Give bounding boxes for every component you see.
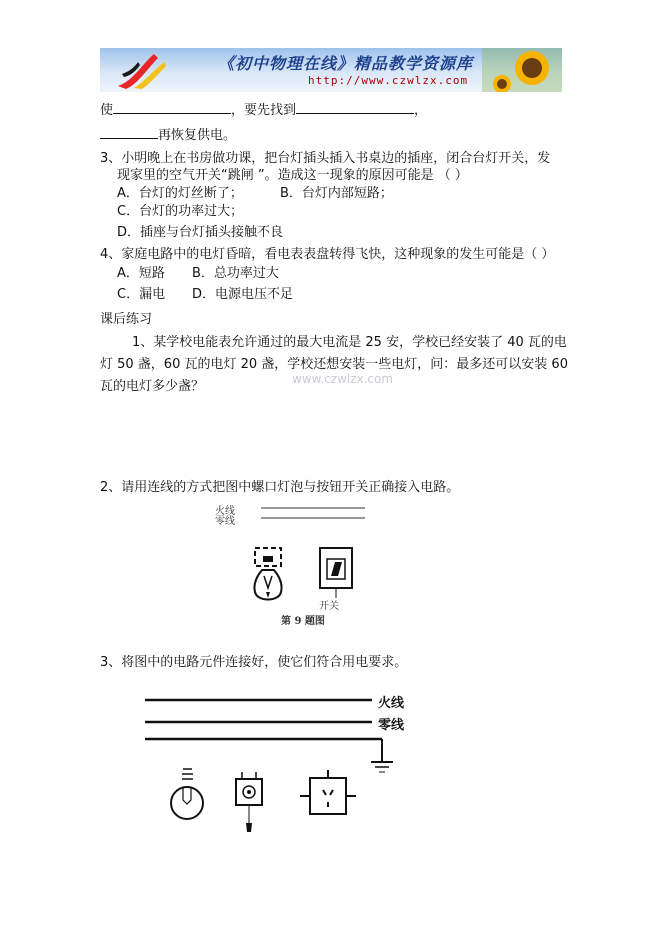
intro-text-d: 再恢复供电。	[158, 128, 237, 143]
site-logo-icon	[114, 52, 184, 90]
ex2-switch-label: 开关	[319, 601, 339, 612]
q3-stem-2: 现家里的空气开关“跳闸 ”。造成这一现象的原因可能是 （ ）	[117, 168, 468, 183]
intro-line-1	[100, 99, 427, 118]
ex2-fire-label: 火线	[215, 506, 235, 517]
intro-text-c: ，	[414, 103, 428, 118]
answer-blank-2[interactable]	[296, 101, 414, 114]
watermark: www.czwlzx.com	[292, 372, 394, 386]
q3-option-a: A．台灯的灯丝断了；	[117, 186, 243, 201]
section-title: 课后练习	[100, 312, 153, 327]
sunflower-icon	[482, 48, 562, 92]
ex2-figure-drawing	[231, 504, 371, 624]
q3-option-d: D．插座与台灯插头接触不良	[117, 225, 284, 240]
q3-option-b: B．台灯内部短路；	[280, 186, 393, 201]
answer-blank-1[interactable]	[113, 101, 231, 114]
ex2-caption: 第 9 题图	[281, 616, 325, 627]
ex1-line-3: 瓦的电灯多少盏？	[100, 379, 205, 394]
q4-option-d: D．电源电压不足	[192, 287, 294, 302]
q4-option-c: C．漏电	[117, 287, 166, 302]
ex3-figure	[140, 690, 410, 840]
q4-stem: 4、家庭电路中的电灯昏暗，看电表表盘转得飞快，这种现象的发生可能是（ ）	[100, 247, 555, 262]
ex1-line-1: 1、某学校电能表允许通过的最大电流是 25 安，学校已经安装了 40 瓦的电	[132, 335, 567, 350]
header-banner	[100, 48, 562, 92]
ex2-zero-label: 零线	[215, 516, 235, 527]
q3-stem-1: 3、小明晚上在书房做功课，把台灯插头插入书桌边的插座，闭合台灯开关，发	[100, 151, 551, 166]
q3-option-c: C．台灯的功率过大；	[117, 204, 244, 219]
ex2-figure	[215, 504, 371, 627]
answer-blank-3[interactable]	[100, 126, 158, 139]
ex3-zero-label: 零线	[378, 718, 405, 733]
ex3-stem: 3、将图中的电路元件连接好，使它们符合用电要求。	[100, 655, 408, 670]
banner-url[interactable]: http://www.czwlzx.com	[308, 74, 469, 87]
banner-title: 《初中物理在线》精品教学资源库	[218, 54, 474, 73]
q4-option-a: A．短路	[117, 266, 165, 281]
intro-text-a: 使	[100, 103, 114, 118]
q4-option-b: B．总功率过大	[192, 266, 279, 281]
ex1-line-2: 灯 50 盏，60 瓦的电灯 20 盏，学校还想安装一些电灯，问：最多还可以安装 60	[100, 357, 568, 372]
ex2-stem: 2、请用连线的方式把图中螺口灯泡与按钮开关正确接入电路。	[100, 480, 460, 495]
intro-text-b: ，要先找到	[231, 103, 297, 118]
intro-line-2	[100, 124, 236, 143]
ex3-fire-label: 火线	[378, 696, 405, 711]
ex3-figure-drawing	[140, 690, 410, 840]
